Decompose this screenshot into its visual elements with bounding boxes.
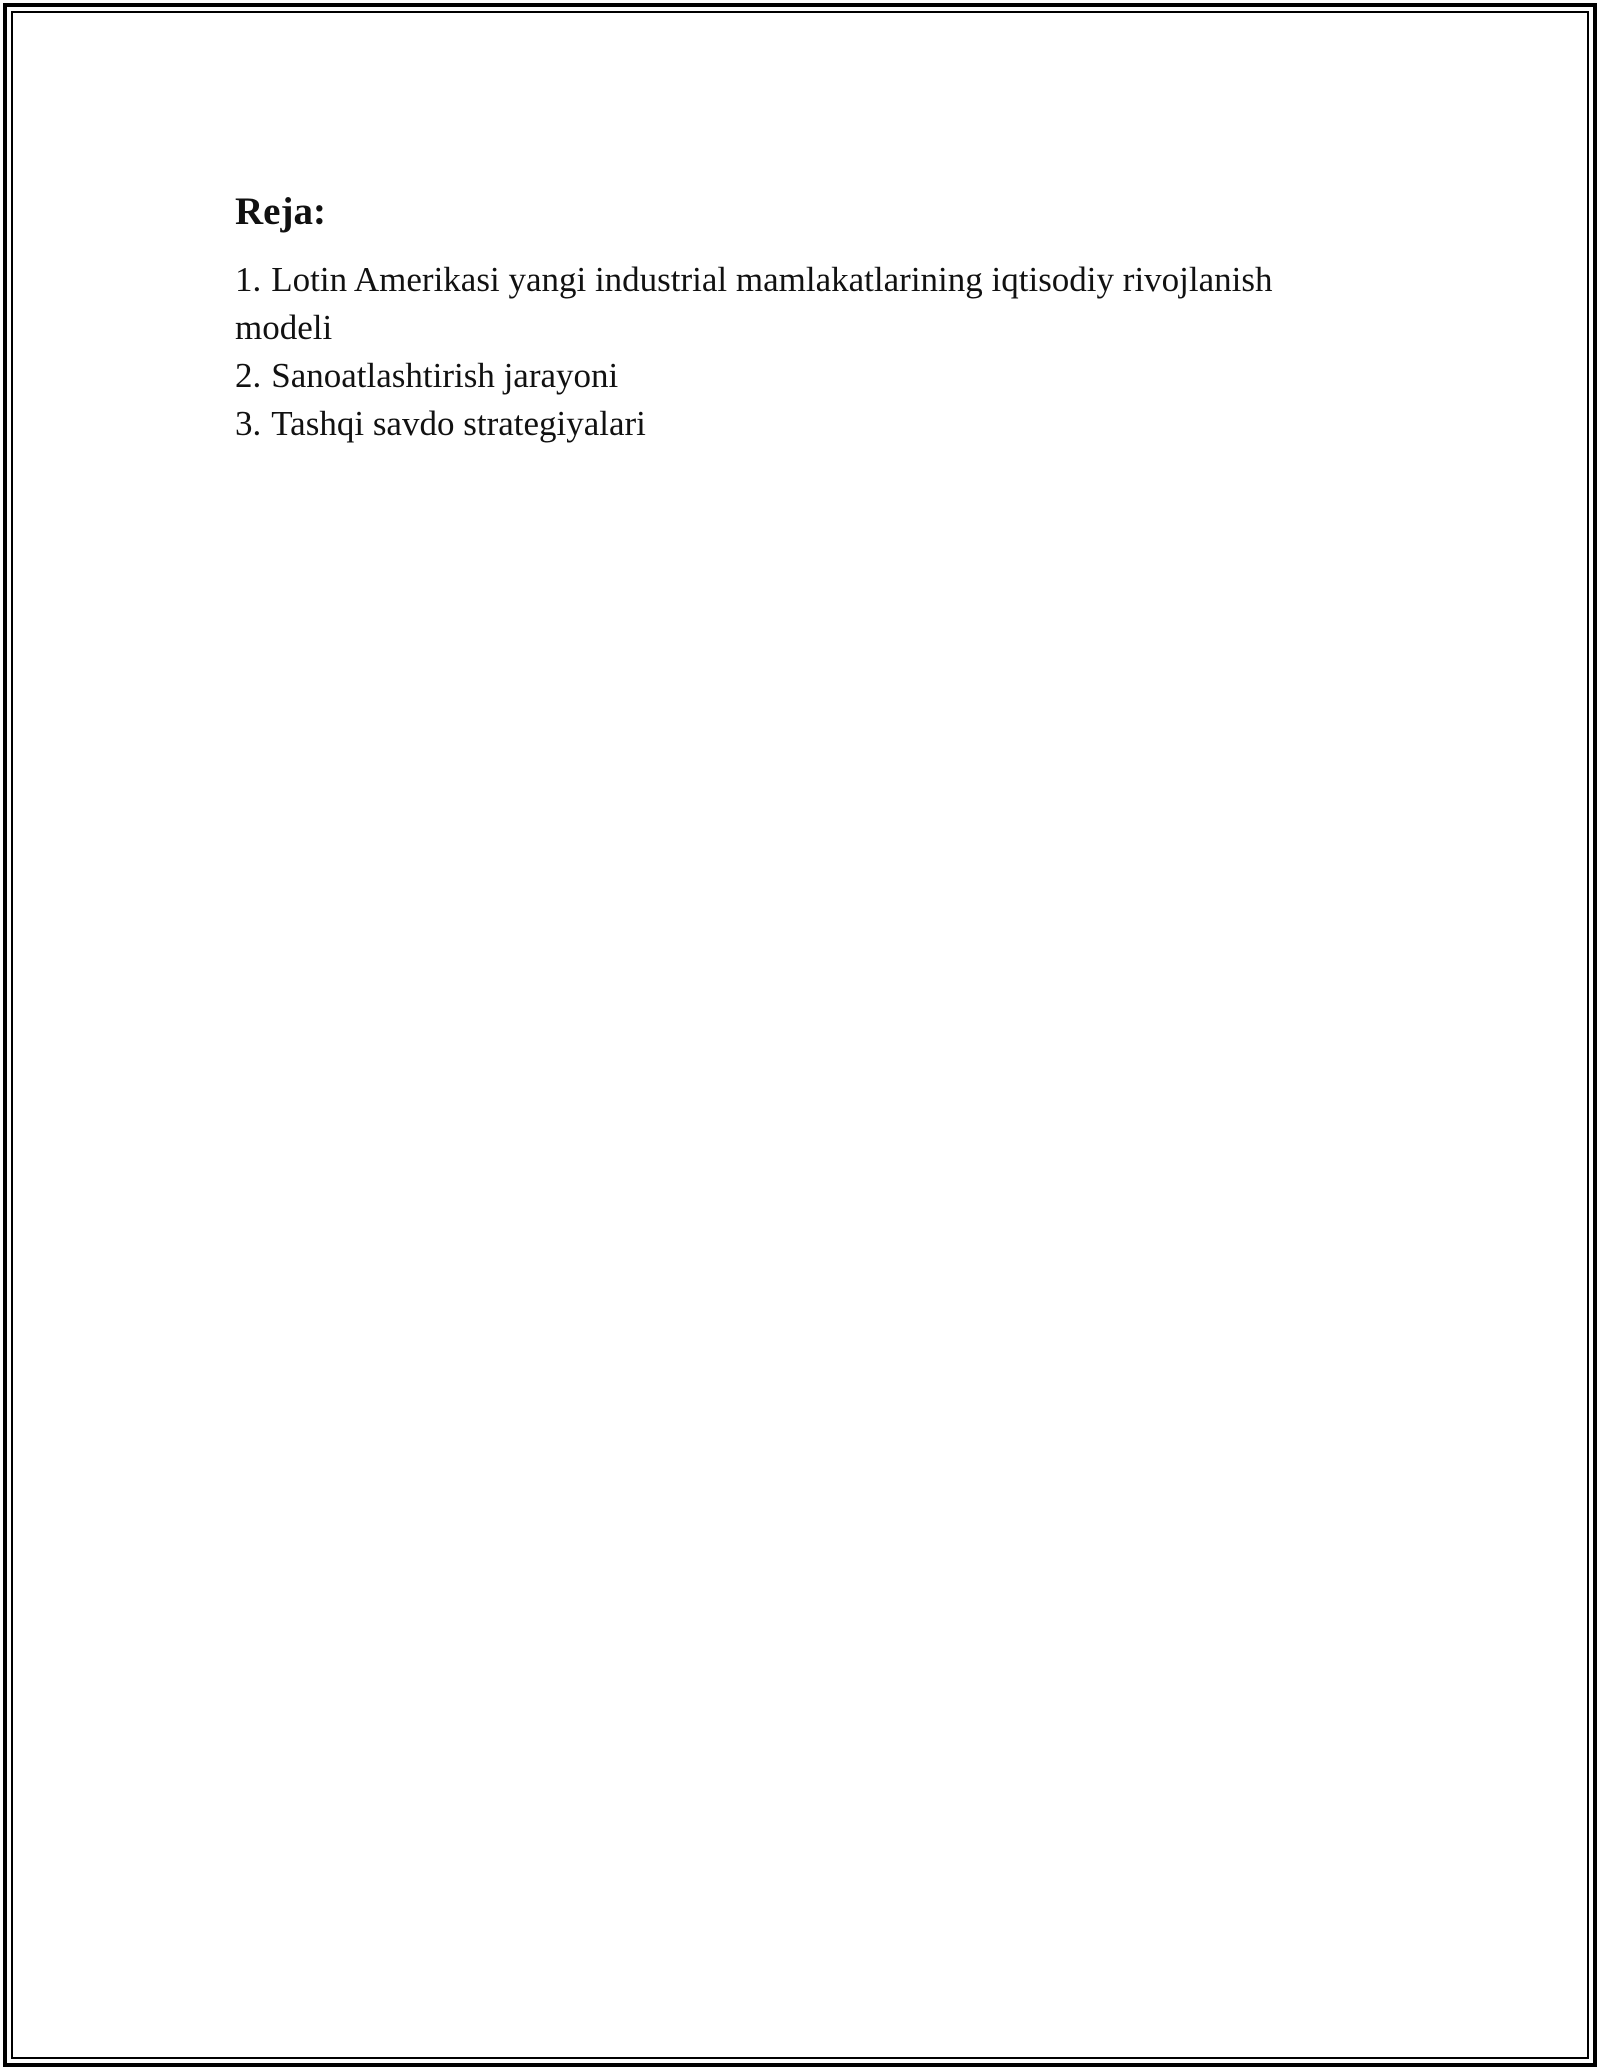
plan-item-text: Lotin Amerikasi yangi industrial mamlakatlarining iqtisodiy rivojlanish modeli [235, 260, 1273, 347]
plan-item-text: Sanoatlashtirish jarayoni [271, 356, 619, 395]
plan-item-number: 3. [235, 404, 262, 443]
plan-item-number: 2. [235, 356, 262, 395]
plan-item-text: Tashqi savdo strategiyalari [271, 404, 646, 443]
plan-item-3 [235, 400, 1365, 448]
plan-list [235, 256, 1365, 448]
page-content [235, 186, 1365, 448]
plan-item-1 [235, 256, 1365, 352]
plan-heading: Reja: [235, 190, 326, 233]
plan-item-2 [235, 352, 1365, 400]
plan-item-number: 1. [235, 260, 262, 299]
